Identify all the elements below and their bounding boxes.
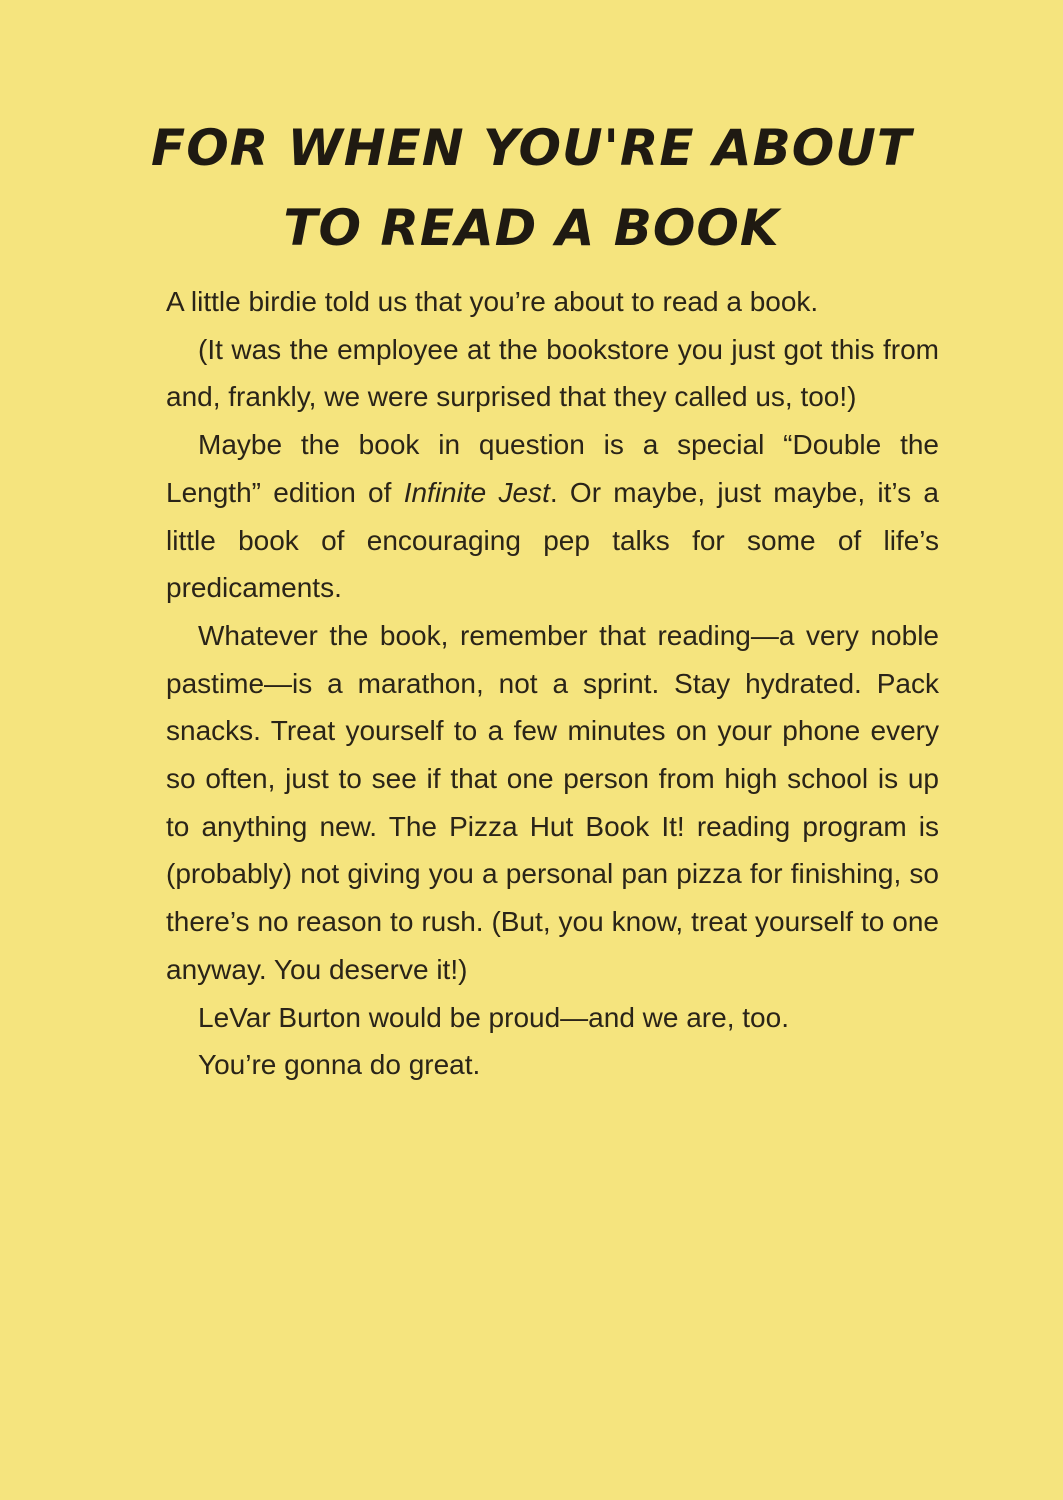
- page-title: [0, 108, 1063, 268]
- paragraph-3-text-a: Maybe the book in question is a special “Double the Length” edition of: [166, 429, 939, 508]
- paragraph-1: A little birdie told us that you’re about to read a book.: [166, 286, 819, 317]
- body-text: [166, 278, 939, 1089]
- paragraph-5: LeVar Burton would be proud—and we are, too.: [198, 1001, 789, 1033]
- paragraph-3-text-b: . Or maybe, just maybe, it’s a little book of encouraging pep talks for some of life’s predicaments.: [166, 476, 939, 604]
- title-line-2: TO READ A BOOK: [283, 199, 780, 257]
- book-title-infinite-jest: Infinite Jest: [403, 476, 550, 508]
- title-line-1: FOR WHEN YOU'RE ABOUT: [151, 119, 912, 177]
- paragraph-2: (It was the employee at the bookstore you just got this from and, frankly, we were surprised that they called us, too!): [166, 333, 939, 413]
- paragraph-6: You’re gonna do great.: [198, 1049, 481, 1081]
- paragraph-4: Whatever the book, remember that reading—a very noble pastime—is a marathon, not a sprint. Stay hydrated. Pack snacks. Treat yourself to a few minutes on your phone every so often, just to see if that one person from high school is up to anything new. The Pizza Hut Book It! reading program is (probably) not giving you a personal pan pizza for finishing, so there’s no reason to rush. (But, you know, treat yourself to one anyway. You deserve it!): [166, 619, 939, 985]
- paragraph-3: [166, 421, 939, 612]
